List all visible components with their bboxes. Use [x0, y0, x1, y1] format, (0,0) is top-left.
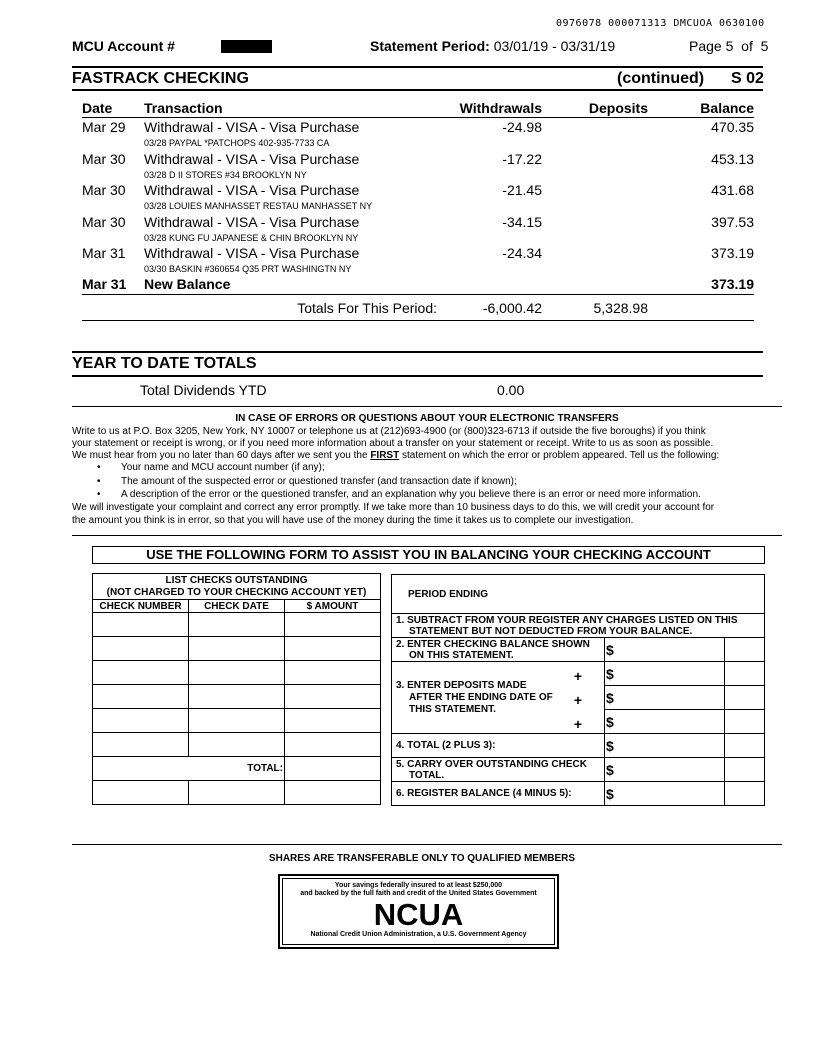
new-balance-date: Mar 31 [82, 276, 127, 292]
step-6: 6. REGISTER BALANCE (4 MINUS 5): [392, 782, 605, 806]
errors-emphasis: FIRST [370, 450, 400, 461]
bullet-icon: • [97, 462, 101, 473]
row-balance: 453.13 [711, 150, 754, 167]
section-rule [72, 351, 763, 353]
step-1-line: 1. SUBTRACT FROM YOUR REGISTER ANY CHARGES LISTED ON THIS [396, 614, 738, 626]
row-description: Withdrawal - VISA - Visa Purchase [144, 119, 360, 135]
check-date-cell[interactable] [189, 781, 285, 805]
errors-bullet [97, 476, 517, 487]
checks-outstanding-header [92, 573, 381, 599]
plus-icon: + [573, 716, 582, 732]
errors-bullet [97, 489, 701, 500]
statement-period-value: 03/01/19 - 03/31/19 [493, 38, 616, 54]
section-rule [72, 66, 763, 68]
step-6-amount[interactable] [605, 782, 725, 806]
errors-line: We will investigate your complaint and correct any error promptly. If we take more than 10 business days to do this, we will credit your account for [72, 502, 715, 513]
deposit-cents[interactable] [725, 710, 765, 734]
dollar-sign: $ [606, 665, 614, 682]
check-number-cell[interactable] [93, 661, 189, 685]
bullet-text: Your name and MCU account number (if any); [121, 462, 325, 473]
step-2-cents[interactable] [725, 638, 765, 662]
suffix-label: S 02 [731, 70, 764, 87]
col-transaction: Transaction [144, 100, 223, 116]
check-row[interactable] [93, 685, 381, 709]
transaction-row [0, 119, 816, 151]
plus-icon: + [573, 692, 582, 708]
ncua-logo: NCUA [373, 897, 464, 932]
ncua-badge [278, 874, 559, 949]
step-2-line: ON THIS STATEMENT. [409, 649, 514, 661]
check-total-amount[interactable] [285, 757, 381, 781]
col-withdrawals: Withdrawals [459, 100, 542, 116]
row-withdrawal: -24.34 [502, 245, 542, 261]
check-amount-cell[interactable] [285, 685, 381, 709]
row-description: Withdrawal - VISA - Visa Purchase [144, 182, 360, 198]
check-row[interactable] [93, 661, 381, 685]
dollar-sign: $ [606, 737, 614, 754]
totals-label: Totals For This Period: [297, 300, 437, 316]
check-amount-cell[interactable] [285, 733, 381, 757]
bullet-icon: • [97, 476, 101, 487]
dollar-sign: $ [606, 641, 614, 658]
errors-title: IN CASE OF ERRORS OR QUESTIONS ABOUT YOUR ELECTRONIC TRANSFERS [235, 413, 619, 424]
row-detail: 03/28 KUNG FU JAPANESE & CHIN BROOKLYN NY [144, 232, 359, 243]
col-deposits: Deposits [588, 100, 648, 116]
col-date: Date [82, 100, 113, 116]
step-6-cents[interactable] [725, 782, 765, 806]
errors-line [72, 450, 719, 461]
totals-withdrawals: -6,000.42 [482, 300, 542, 316]
row-description: Withdrawal - VISA - Visa Purchase [144, 245, 360, 261]
errors-line: your statement or receipt is wrong, or if you need more information about a transfer on your statement or receipt. Write to us as soon as possible. [72, 438, 714, 449]
shares-note: SHARES ARE TRANSFERABLE ONLY TO QUALIFIED MEMBERS [268, 853, 576, 864]
section-rule [72, 375, 763, 377]
checks-title: LIST CHECKS OUTSTANDING [165, 575, 308, 586]
row-description: Withdrawal - VISA - Visa Purchase [144, 150, 360, 167]
check-amount-cell[interactable] [285, 781, 381, 805]
ncua-insured-line: Your savings federally insured to at least $250,000 [334, 882, 503, 889]
statement-period-label: Statement Period: [370, 38, 490, 54]
row-withdrawal: -17.22 [502, 150, 542, 167]
deposit-amount[interactable] [605, 662, 725, 686]
check-number-cell[interactable] [93, 781, 189, 805]
balancing-title: USE THE FOLLOWING FORM TO ASSIST YOU IN BALANCING YOUR CHECKING ACCOUNT [92, 546, 765, 564]
step-1 [392, 614, 765, 638]
step-5-line: TOTAL. [409, 769, 445, 781]
row-balance: 431.68 [711, 182, 754, 198]
row-detail: 03/28 D II STORES #34 BROOKLYN NY [144, 169, 307, 180]
check-total-label: TOTAL: [189, 757, 285, 781]
transaction-row [0, 245, 816, 277]
row-detail: 03/28 PAYPAL *PATCHOPS 402-935-7733 CA [144, 138, 330, 148]
check-row[interactable] [93, 733, 381, 757]
check-amount-cell[interactable] [285, 613, 381, 637]
col-check-amount: $ AMOUNT [285, 600, 381, 613]
step-5-line: 5. CARRY OVER OUTSTANDING CHECK [396, 758, 587, 770]
step-2-amount[interactable] [605, 638, 725, 662]
deposit-cents[interactable] [725, 686, 765, 710]
totals-bottom-rule [82, 320, 754, 321]
bullet-icon: • [97, 489, 101, 500]
check-total-blank [93, 757, 189, 781]
step-5-amount[interactable] [605, 758, 725, 782]
col-check-date: CHECK DATE [189, 600, 285, 613]
errors-line-text: We must hear from you no later than 60 days after we sent you the [72, 450, 371, 461]
ytd-dividends-label: Total Dividends YTD [140, 382, 267, 398]
errors-line: the amount you think is in error, so that you will have use of the money during the time it takes us to complete our investigation. [72, 515, 634, 526]
check-date-cell[interactable] [189, 613, 285, 637]
step-3-line: AFTER THE ENDING DATE OF [409, 691, 553, 703]
section-title-ytd: YEAR TO DATE TOTALS [72, 355, 257, 372]
row-detail: 03/28 LOUIES MANHASSET RESTAU MANHASSET NY [144, 201, 373, 211]
checks-outstanding-table [92, 599, 381, 805]
errors-bullet [97, 462, 325, 473]
row-date: Mar 30 [82, 150, 126, 167]
transaction-list [0, 119, 816, 277]
new-balance-label: New Balance [144, 276, 231, 292]
section-rule [72, 406, 782, 407]
check-date-cell[interactable] [189, 709, 285, 733]
step-3 [392, 662, 605, 734]
col-balance: Balance [700, 100, 754, 116]
deposit-cents[interactable] [725, 662, 765, 686]
transaction-row [0, 214, 816, 246]
account-label: MCU Account # [72, 38, 175, 54]
check-date-cell[interactable] [189, 661, 285, 685]
dollar-sign: $ [606, 761, 614, 778]
step-3-line: 3. ENTER DEPOSITS MADE [396, 679, 527, 691]
check-row[interactable] [93, 613, 381, 637]
step-4-amount[interactable] [605, 734, 725, 758]
check-number-cell[interactable] [93, 637, 189, 661]
step-2 [392, 638, 605, 662]
transaction-row [0, 151, 816, 183]
bullet-text: A description of the error or the questioned transfer, and an explanation why you believe there is an error or need more information. [121, 489, 701, 500]
step-2-line: 2. ENTER CHECKING BALANCE SHOWN [396, 638, 590, 650]
new-balance-value: 373.19 [711, 276, 754, 292]
step-4: 4. TOTAL (2 PLUS 3): [392, 734, 605, 758]
transaction-row [0, 182, 816, 214]
plus-icon: + [573, 668, 582, 684]
check-row[interactable] [93, 709, 381, 733]
ytd-dividends-value: 0.00 [497, 382, 525, 398]
check-row[interactable] [93, 637, 381, 661]
row-withdrawal: -34.15 [502, 213, 542, 230]
check-date-cell[interactable] [189, 637, 285, 661]
row-date: Mar 30 [82, 182, 126, 198]
ncua-backed-line: and backed by the full faith and credit of the United States Government [300, 890, 537, 897]
section-title-checking: FASTRACK CHECKING [72, 70, 249, 87]
page-number: Page 5 of 5 [689, 38, 769, 54]
account-number-redacted [221, 40, 272, 53]
bullet-text: The amount of the suspected error or questioned transfer (and transaction date if known); [121, 476, 517, 487]
plus-signs [574, 664, 582, 736]
ncua-agency-line: National Credit Union Administration, a U.S. Government Agency [310, 931, 527, 938]
barcode-line: 0976078 000071313 DMCUOA 0630100 [556, 18, 765, 29]
period-ending-label: PERIOD ENDING [392, 575, 765, 614]
section-rule [72, 89, 763, 91]
col-check-number: CHECK NUMBER [93, 600, 189, 613]
row-balance: 470.35 [711, 119, 754, 135]
step-4-cents[interactable] [725, 734, 765, 758]
row-balance: 373.19 [711, 245, 754, 261]
step-5-cents[interactable] [725, 758, 765, 782]
step-3-line: THIS STATEMENT. [409, 703, 496, 715]
check-date-cell[interactable] [189, 733, 285, 757]
check-date-cell[interactable] [189, 685, 285, 709]
row-balance: 397.53 [711, 213, 754, 230]
step-5 [392, 758, 605, 782]
check-amount-cell[interactable] [285, 709, 381, 733]
row-withdrawal: -24.98 [502, 119, 542, 135]
dollar-sign: $ [606, 689, 614, 706]
row-date: Mar 31 [82, 245, 126, 261]
continued-label: (continued) [617, 70, 705, 87]
check-amount-cell[interactable] [285, 661, 381, 685]
row-withdrawal: -21.45 [502, 182, 542, 198]
check-amount-cell[interactable] [285, 637, 381, 661]
row-date: Mar 29 [82, 119, 126, 135]
check-number-cell[interactable] [93, 709, 189, 733]
section-rule [72, 535, 782, 536]
dollar-sign: $ [606, 713, 614, 730]
dollar-sign: $ [606, 785, 614, 802]
errors-line: Write to us at P.O. Box 3205, New York, NY 10007 or telephone us at (212)693-4900 (or (800)323-6713 if outside the five boroughs) if you think [72, 426, 706, 437]
row-detail: 03/30 BASKIN #360654 Q35 PRT WASHINGTN NY [144, 264, 352, 274]
reconciliation-table [391, 574, 765, 806]
row-description: Withdrawal - VISA - Visa Purchase [144, 213, 360, 230]
deposit-amount[interactable] [605, 686, 725, 710]
checks-subtitle: (NOT CHARGED TO YOUR CHECKING ACCOUNT YET) [106, 587, 367, 598]
check-number-cell[interactable] [93, 613, 189, 637]
totals-deposits: 5,328.98 [593, 300, 648, 316]
check-row[interactable] [93, 781, 381, 805]
statement-period [370, 38, 615, 54]
check-number-cell[interactable] [93, 733, 189, 757]
step-1-line: STATEMENT BUT NOT DEDUCTED FROM YOUR BALANCE. [409, 625, 693, 637]
row-date: Mar 30 [82, 213, 126, 230]
check-total-row [93, 757, 381, 781]
check-number-cell[interactable] [93, 685, 189, 709]
header-underline [82, 117, 754, 118]
errors-line-text: statement on which the error or problem appeared. Tell us the following: [399, 450, 720, 461]
section-rule [72, 844, 782, 845]
totals-rule [82, 294, 754, 295]
deposit-amount[interactable] [605, 710, 725, 734]
